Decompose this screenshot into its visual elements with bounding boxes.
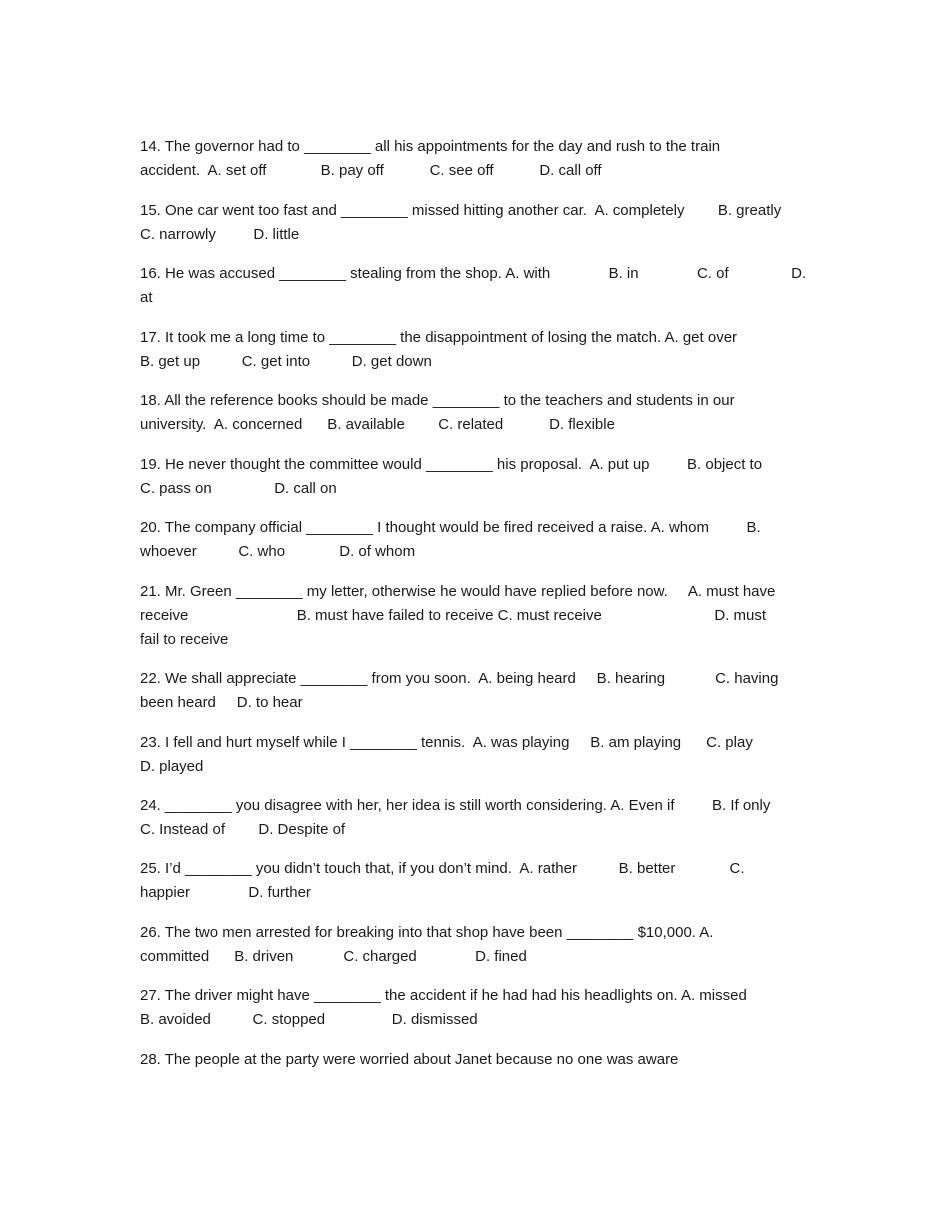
question-line: whoever C. who D. of whom [140, 543, 416, 560]
question-line: at [140, 289, 153, 306]
question-line: 22. We shall appreciate ________ from you soon. A. being heard B. hearing C. having [140, 670, 779, 687]
question-line: C. Instead of D. Despite of [140, 821, 346, 838]
question-line: committed B. driven C. charged D. fined [140, 948, 527, 965]
question-line: 27. The driver might have ________ the accident if he had had his headlights on. A. missed [140, 987, 747, 1004]
question-20 [140, 516, 840, 564]
question-line: university. A. concerned B. available C. related D. flexible [140, 416, 615, 433]
question-line: C. narrowly D. little [140, 226, 300, 243]
question-line: 24. ________ you disagree with her, her idea is still worth considering. A. Even if B. If only [140, 797, 771, 814]
question-line: 25. I’d ________ you didn’t touch that, if you don’t mind. A. rather B. better C. [140, 860, 745, 877]
question-line: 18. All the reference books should be made ________ to the teachers and students in our [140, 392, 735, 409]
question-line: 23. I fell and hurt myself while I ________ tennis. A. was playing B. am playing C. play [140, 734, 753, 751]
question-18 [140, 389, 840, 437]
question-line: receive B. must have failed to receive C. must receive D. must [140, 607, 767, 624]
question-line: 14. The governor had to ________ all his appointments for the day and rush to the train [140, 138, 721, 155]
question-line: been heard D. to hear [140, 694, 303, 711]
question-line: B. get up C. get into D. get down [140, 353, 432, 370]
question-25 [140, 857, 840, 905]
question-17 [140, 326, 840, 374]
question-line: B. avoided C. stopped D. dismissed [140, 1011, 478, 1028]
question-16 [140, 262, 840, 310]
question-line: fail to receive [140, 631, 229, 648]
question-21 [140, 580, 840, 652]
question-22 [140, 667, 840, 715]
question-line: accident. A. set off B. pay off C. see off D. call off [140, 162, 602, 179]
question-line: 15. One car went too fast and ________ missed hitting another car. A. completely B. greatly [140, 202, 782, 219]
question-line: 26. The two men arrested for breaking into that shop have been ________ $10,000. A. [140, 924, 714, 941]
question-line: 19. He never thought the committee would ________ his proposal. A. put up B. object to [140, 456, 763, 473]
question-27 [140, 984, 840, 1032]
question-line: 16. He was accused ________ stealing from the shop. A. with B. in C. of D. [140, 265, 807, 282]
question-line: 21. Mr. Green ________ my letter, otherwise he would have replied before now. A. must have [140, 583, 776, 600]
question-23 [140, 731, 840, 779]
question-line: D. played [140, 758, 204, 775]
question-line: 17. It took me a long time to ________ the disappointment of losing the match. A. get over [140, 329, 738, 346]
question-26 [140, 921, 840, 969]
question-24 [140, 794, 840, 842]
question-line: 20. The company official ________ I thought would be fired received a raise. A. whom B. [140, 519, 761, 536]
question-19 [140, 453, 840, 501]
question-15 [140, 199, 840, 247]
question-14 [140, 135, 840, 183]
question-line: C. pass on D. call on [140, 480, 337, 497]
question-line: happier D. further [140, 884, 311, 901]
question-28 [140, 1048, 840, 1072]
question-line: 28. The people at the party were worried about Janet because no one was aware [140, 1051, 679, 1068]
